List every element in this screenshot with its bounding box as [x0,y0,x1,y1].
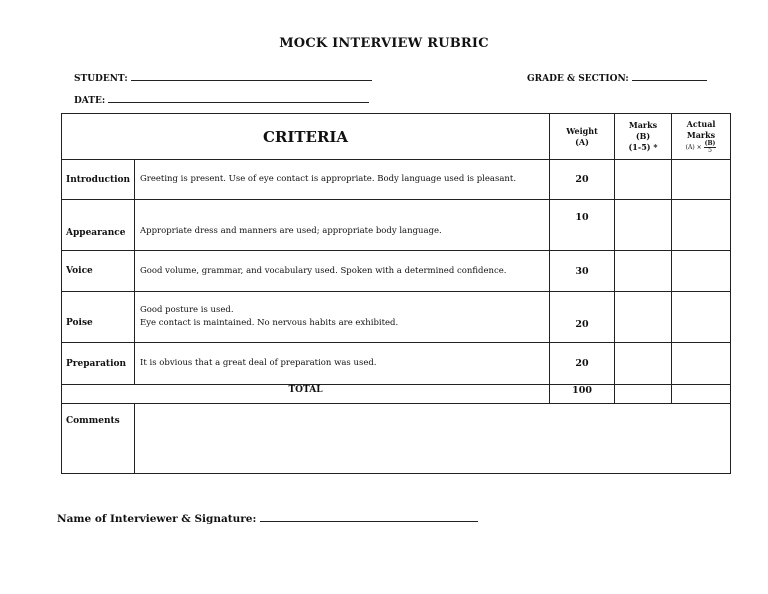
date-field[interactable] [74,93,369,106]
comments-area[interactable] [135,404,731,474]
total-row [62,385,731,404]
weight-header [550,114,615,160]
formula-numerator: (B) [704,140,716,147]
marks-header [615,114,672,160]
actual-marks-cell[interactable] [672,343,731,385]
description-line: Good posture is used. [140,305,234,315]
criterion-name: Introduction [62,160,135,200]
criterion-weight: 30 [550,251,615,292]
marks-header-line1: Marks [628,120,658,130]
grade-section-line[interactable] [632,71,707,81]
description-line: Appropriate dress and manners are used; appropriate body language. [140,226,442,236]
formula-fraction [704,141,717,154]
actual-header-line2: Marks [686,130,716,140]
criteria-header: CRITERIA [62,114,550,160]
total-label: TOTAL [62,385,550,404]
description-line: Good volume, grammar, and vocabulary used. Spoken with a determined confidence. [140,265,507,276]
criterion-name: Voice [62,251,135,292]
actual-marks-formula [686,141,717,154]
description-line: Eye contact is maintained. No nervous habits are exhibited. [140,318,399,328]
criterion-weight: 20 [550,160,615,200]
signature-line[interactable] [260,511,478,522]
criterion-name: Poise [62,292,135,343]
weight-header-line2: (A) [575,136,589,147]
table-row [62,343,731,385]
description-line: It is obvious that a great deal of preparation was used. [140,358,377,368]
date-line[interactable] [108,93,369,103]
formula-denominator: 5 [708,147,712,154]
header-row [62,114,731,160]
actual-marks-header [672,114,731,160]
table-row [62,251,731,292]
interviewer-signature-field[interactable]: Name of Interviewer & Signature: [57,511,478,525]
formula-prefix: (A) × [685,144,702,151]
description-line: Greeting is present. Use of eye contact is appropriate. Body language used is pleasant. [140,174,517,184]
table-row [62,292,731,343]
date-label: DATE: [74,96,106,106]
marks-cell[interactable] [615,251,672,292]
marks-header-line2: (B) [635,131,651,141]
table-row [62,200,731,251]
total-actual-cell[interactable] [672,385,731,404]
table-row [62,160,731,200]
actual-marks-cell[interactable] [672,160,731,200]
criterion-description [135,292,550,343]
grade-section-label: GRADE & SECTION: [527,74,629,84]
criterion-name: Appearance [62,200,135,251]
total-weight: 100 [550,385,615,404]
marks-cell[interactable] [615,200,672,251]
comments-label: Comments [62,404,135,474]
student-label: STUDENT: [74,74,128,84]
marks-cell[interactable] [615,160,672,200]
marks-cell[interactable] [615,343,672,385]
criterion-weight: 10 [550,200,615,251]
student-field[interactable] [74,71,372,84]
weight-header-line1: Weight [566,125,598,136]
grade-section-field[interactable] [527,71,707,84]
actual-marks-cell[interactable] [672,251,731,292]
criterion-weight: 20 [550,292,615,343]
actual-marks-cell[interactable] [672,200,731,251]
page-title: MOCK INTERVIEW RUBRIC [279,36,489,51]
criterion-description [135,343,550,385]
criterion-description [135,251,550,292]
criterion-description [135,160,550,200]
marks-header-line3: (1-5) * [628,142,658,152]
total-marks-cell[interactable] [615,385,672,404]
rubric-table [61,113,731,474]
actual-marks-cell[interactable] [672,292,731,343]
criterion-name: Preparation [62,343,135,385]
comments-row [62,404,731,474]
actual-header-line1: Actual [686,119,716,129]
student-line[interactable] [131,71,372,81]
signature-label: Name of Interviewer & Signature [57,513,253,525]
criterion-weight: 20 [550,343,615,385]
marks-cell[interactable] [615,292,672,343]
criterion-description [135,200,550,251]
